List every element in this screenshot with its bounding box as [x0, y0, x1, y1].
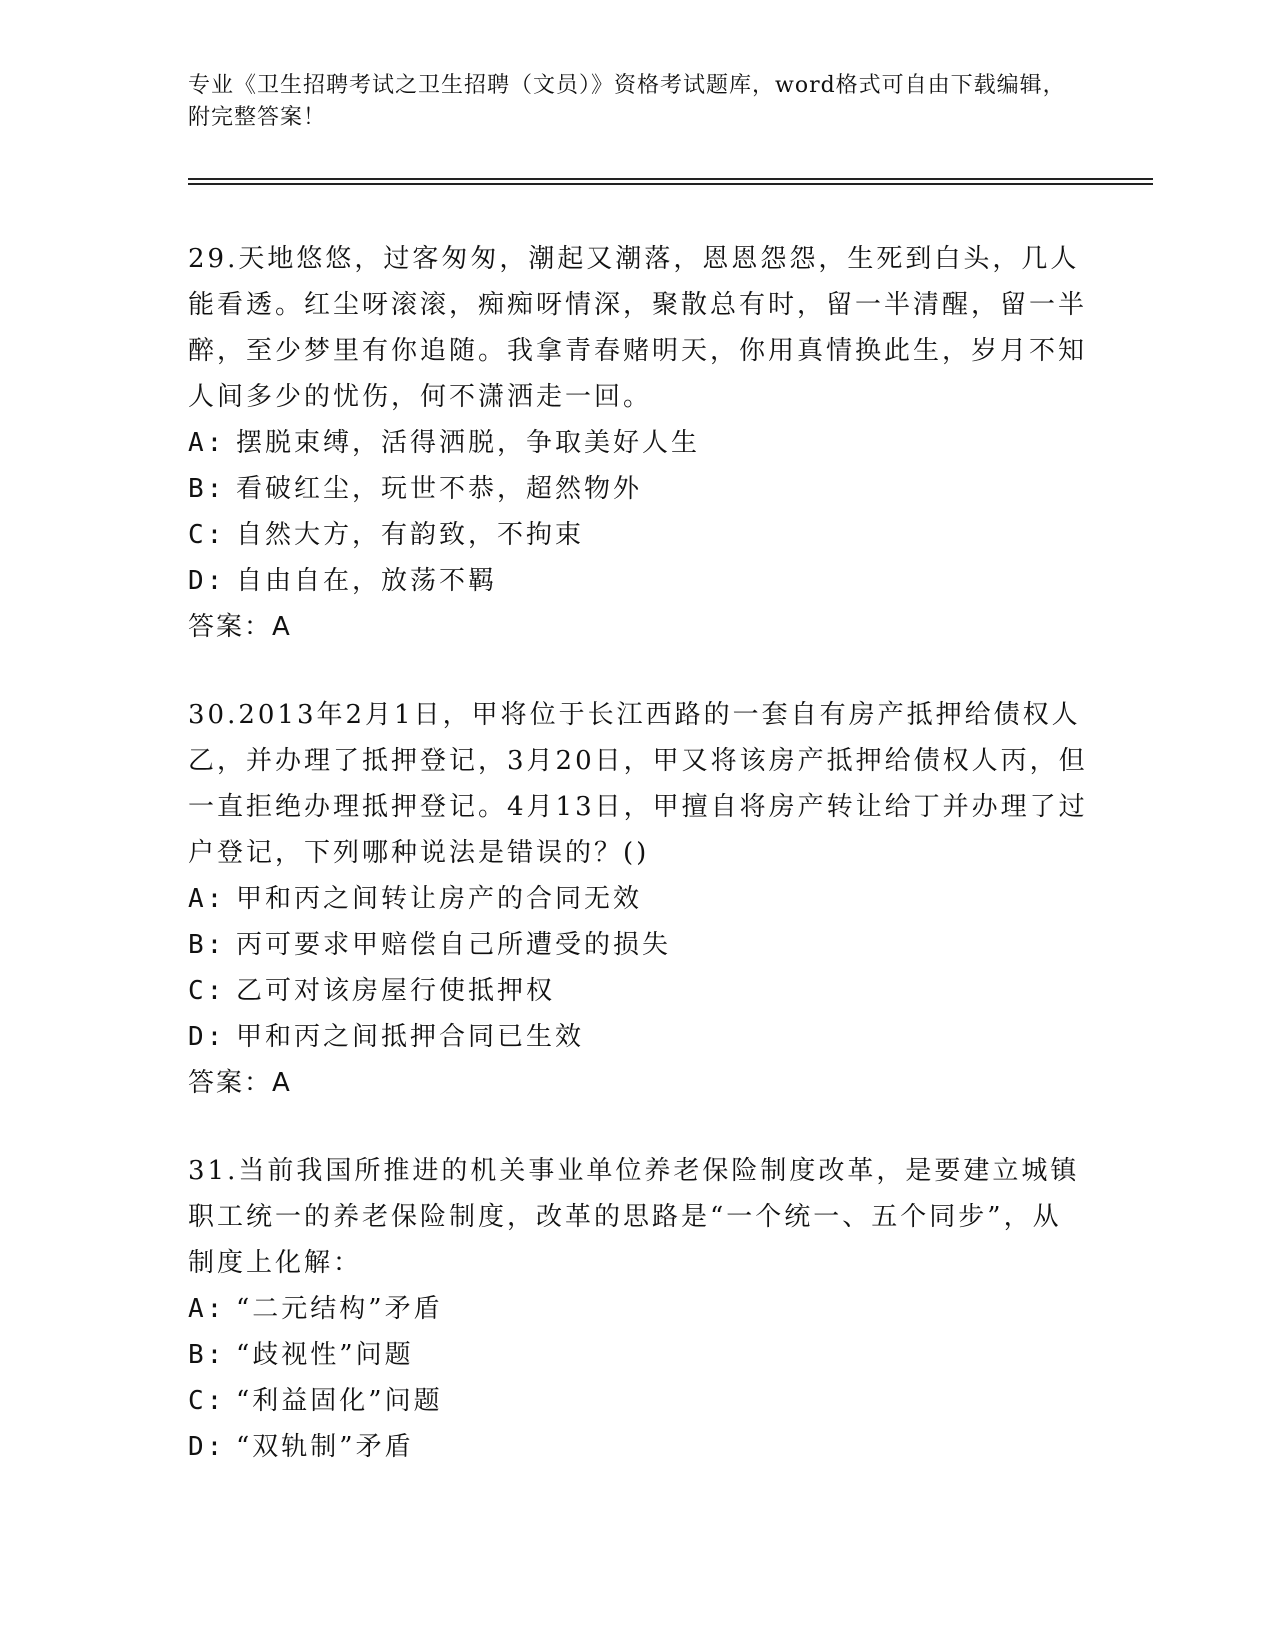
- option-text: “歧视性”问题: [236, 1340, 414, 1370]
- option-b: [188, 922, 1088, 968]
- option-letter: C:: [188, 976, 226, 1006]
- option-letter: A:: [188, 884, 226, 914]
- option-text: 自然大方，有韵致，不拘束: [236, 520, 585, 550]
- option-letter: C:: [188, 1386, 226, 1416]
- option-text: “二元结构”矛盾: [236, 1294, 443, 1324]
- option-d: [188, 1424, 1088, 1470]
- option-text: 甲和丙之间转让房产的合同无效: [236, 884, 643, 914]
- option-letter: C:: [188, 520, 226, 550]
- option-letter: A:: [188, 1294, 226, 1324]
- question-text: 30.2013年2月1日，甲将位于长江西路的一套自有房产抵押给债权人乙，并办理了抵押登记，3月20日，甲又将该房产抵押给债权人丙，但一直拒绝办理抵押登记。4月13日，甲擅自将房产转让给丁并办理了过户登记，下列哪种说法是错误的？(): [188, 700, 1088, 868]
- answer-line: 答案：A: [188, 612, 292, 642]
- option-d: [188, 558, 1088, 604]
- header-divider-bottom: [188, 183, 1153, 185]
- option-c: [188, 512, 1088, 558]
- question-text: 29.天地悠悠，过客匆匆，潮起又潮落，恩恩怨怨，生死到白头，几人能看透。红尘呀滚滚，痴痴呀情深，聚散总有时，留一半清醒，留一半醉，至少梦里有你追随。我拿青春赌明天，你用真情换此生，岁月不知人间多少的忧伤，何不潇洒走一回。: [188, 244, 1088, 412]
- option-text: 甲和丙之间抵押合同已生效: [236, 1022, 585, 1052]
- option-letter: B:: [188, 930, 226, 960]
- document-header: 专业《卫生招聘考试之卫生招聘（文员）》资格考试题库，word格式可自由下载编辑，附完整答案！: [188, 73, 1066, 130]
- option-text: 乙可对该房屋行使抵押权: [236, 976, 556, 1006]
- header-divider-top: [188, 178, 1153, 180]
- question-list: [188, 236, 1088, 1512]
- option-text: 丙可要求甲赔偿自己所遭受的损失: [236, 930, 672, 960]
- question-31: [188, 1148, 1088, 1470]
- option-letter: B:: [188, 474, 226, 504]
- question-30: [188, 692, 1088, 1106]
- option-text: 自由自在，放荡不羁: [236, 566, 498, 596]
- option-letter: D:: [188, 1022, 226, 1052]
- option-letter: D:: [188, 1432, 226, 1462]
- option-text: 摆脱束缚，活得洒脱，争取美好人生: [236, 428, 701, 458]
- option-letter: A:: [188, 428, 226, 458]
- option-text: “双轨制”矛盾: [236, 1432, 414, 1462]
- option-text: 看破红尘，玩世不恭，超然物外: [236, 474, 643, 504]
- option-a: [188, 1286, 1088, 1332]
- option-d: [188, 1014, 1088, 1060]
- option-letter: D:: [188, 566, 226, 596]
- option-b: [188, 466, 1088, 512]
- question-text: 31.当前我国所推进的机关事业单位养老保险制度改革，是要建立城镇职工统一的养老保险制度，改革的思路是“一个统一、五个同步”，从制度上化解：: [188, 1156, 1080, 1278]
- option-letter: B:: [188, 1340, 226, 1370]
- question-29: [188, 236, 1088, 650]
- option-c: [188, 968, 1088, 1014]
- option-c: [188, 1378, 1088, 1424]
- option-a: [188, 876, 1088, 922]
- answer-line: 答案：A: [188, 1068, 292, 1098]
- option-a: [188, 420, 1088, 466]
- option-text: “利益固化”问题: [236, 1386, 443, 1416]
- option-b: [188, 1332, 1088, 1378]
